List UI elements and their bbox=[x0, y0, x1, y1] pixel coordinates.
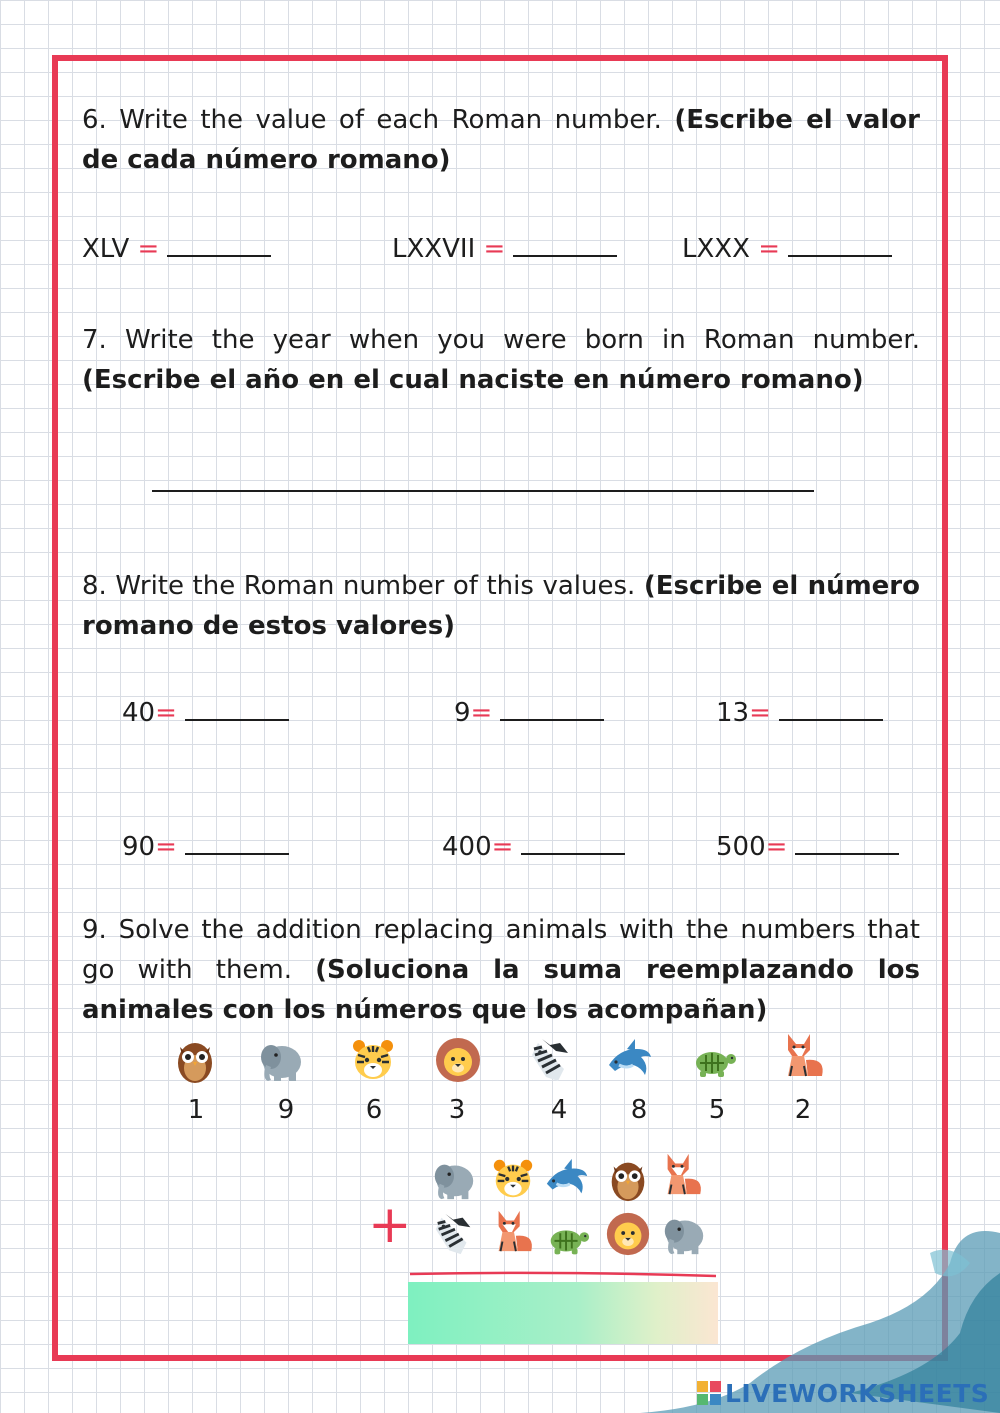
key-number-owl: 1 bbox=[187, 1095, 205, 1125]
value-label: 13 bbox=[716, 698, 750, 728]
value-label: 500 bbox=[716, 832, 766, 862]
question-9 bbox=[82, 910, 920, 1030]
roman-to-value-3 bbox=[682, 232, 892, 266]
value-to-roman-4 bbox=[122, 830, 289, 864]
roman-to-value-2 bbox=[392, 232, 617, 266]
question-6-text: 6. Write the value of each Roman number. bbox=[82, 105, 675, 135]
value-to-roman-5 bbox=[442, 830, 625, 864]
brand-name: LIVEWORKSHEETS bbox=[725, 1378, 990, 1408]
roman-label: LXXX bbox=[682, 234, 759, 264]
fox-icon bbox=[778, 1030, 828, 1080]
answer-blank[interactable] bbox=[500, 697, 604, 721]
roman-to-value-1 bbox=[82, 232, 271, 266]
question-8 bbox=[82, 566, 920, 646]
equals-sign: = bbox=[137, 234, 160, 264]
zebra-icon bbox=[430, 1210, 478, 1258]
answer-blank[interactable] bbox=[795, 831, 899, 855]
roman-label: XLV bbox=[82, 234, 138, 264]
tiger-icon bbox=[348, 1035, 398, 1085]
key-number-fox: 2 bbox=[794, 1095, 812, 1125]
equals-sign: = bbox=[470, 698, 493, 728]
question-7 bbox=[82, 320, 920, 400]
answer-blank[interactable] bbox=[185, 831, 289, 855]
question-7-translation: (Escribe el año en el cual naciste en número romano) bbox=[82, 365, 864, 395]
elephant-icon bbox=[430, 1155, 478, 1203]
logo-mark-icon bbox=[697, 1381, 721, 1405]
turtle-icon bbox=[688, 1035, 738, 1085]
roman-label: LXXVII bbox=[392, 234, 484, 264]
equals-sign: = bbox=[765, 832, 788, 862]
zebra-icon bbox=[526, 1035, 576, 1085]
question-6 bbox=[82, 100, 920, 180]
fox-icon bbox=[489, 1207, 537, 1255]
question-9-translation: (Soluciona la suma reemplazando los animales con los números que los acompañan) bbox=[82, 955, 920, 1025]
question-7-text: 7. Write the year when you were born in Roman number. bbox=[82, 325, 920, 355]
dolphin-icon bbox=[605, 1035, 655, 1085]
answer-blank[interactable] bbox=[167, 233, 271, 257]
equals-sign: = bbox=[491, 832, 514, 862]
key-number-turtle: 5 bbox=[708, 1095, 726, 1125]
key-number-tiger: 6 bbox=[365, 1095, 383, 1125]
question-8-translation: (Escribe el número romano de estos valores) bbox=[82, 571, 920, 641]
question-6-translation: (Escribe el valor de cada número romano) bbox=[82, 105, 920, 175]
key-number-elephant: 9 bbox=[277, 1095, 295, 1125]
equals-sign: = bbox=[483, 234, 506, 264]
tiger-icon bbox=[489, 1155, 537, 1203]
owl-icon bbox=[170, 1035, 220, 1085]
value-to-roman-6 bbox=[716, 830, 899, 864]
question-9-text: 9. Solve the addition replacing animals with the numbers that go with them. bbox=[82, 915, 920, 985]
birth-year-answer-line[interactable] bbox=[152, 490, 814, 492]
value-label: 9 bbox=[454, 698, 471, 728]
lion-icon bbox=[433, 1035, 483, 1085]
elephant-icon bbox=[256, 1035, 306, 1085]
equals-sign: = bbox=[749, 698, 771, 728]
equals-sign: = bbox=[155, 698, 177, 728]
equals-sign: = bbox=[155, 832, 177, 862]
value-label: 40 bbox=[122, 698, 156, 728]
question-8-text: 8. Write the Roman number of this values. bbox=[82, 571, 644, 601]
fox-icon bbox=[658, 1150, 706, 1198]
value-label: 90 bbox=[122, 832, 156, 862]
answer-blank[interactable] bbox=[779, 697, 883, 721]
key-number-zebra: 4 bbox=[550, 1095, 568, 1125]
dolphin-icon bbox=[543, 1155, 591, 1203]
value-to-roman-3 bbox=[716, 696, 883, 730]
plus-sign: + bbox=[368, 1195, 412, 1255]
answer-blank[interactable] bbox=[521, 831, 625, 855]
key-number-dolphin: 8 bbox=[630, 1095, 648, 1125]
turtle-icon bbox=[543, 1214, 591, 1262]
value-to-roman-2 bbox=[454, 696, 604, 730]
answer-blank[interactable] bbox=[513, 233, 617, 257]
key-number-lion: 3 bbox=[448, 1095, 466, 1125]
value-to-roman-1 bbox=[122, 696, 289, 730]
answer-blank[interactable] bbox=[185, 697, 289, 721]
owl-icon bbox=[604, 1155, 652, 1203]
answer-blank[interactable] bbox=[788, 233, 892, 257]
equals-sign: = bbox=[758, 234, 780, 264]
liveworksheets-logo bbox=[697, 1376, 989, 1410]
value-label: 400 bbox=[442, 832, 492, 862]
